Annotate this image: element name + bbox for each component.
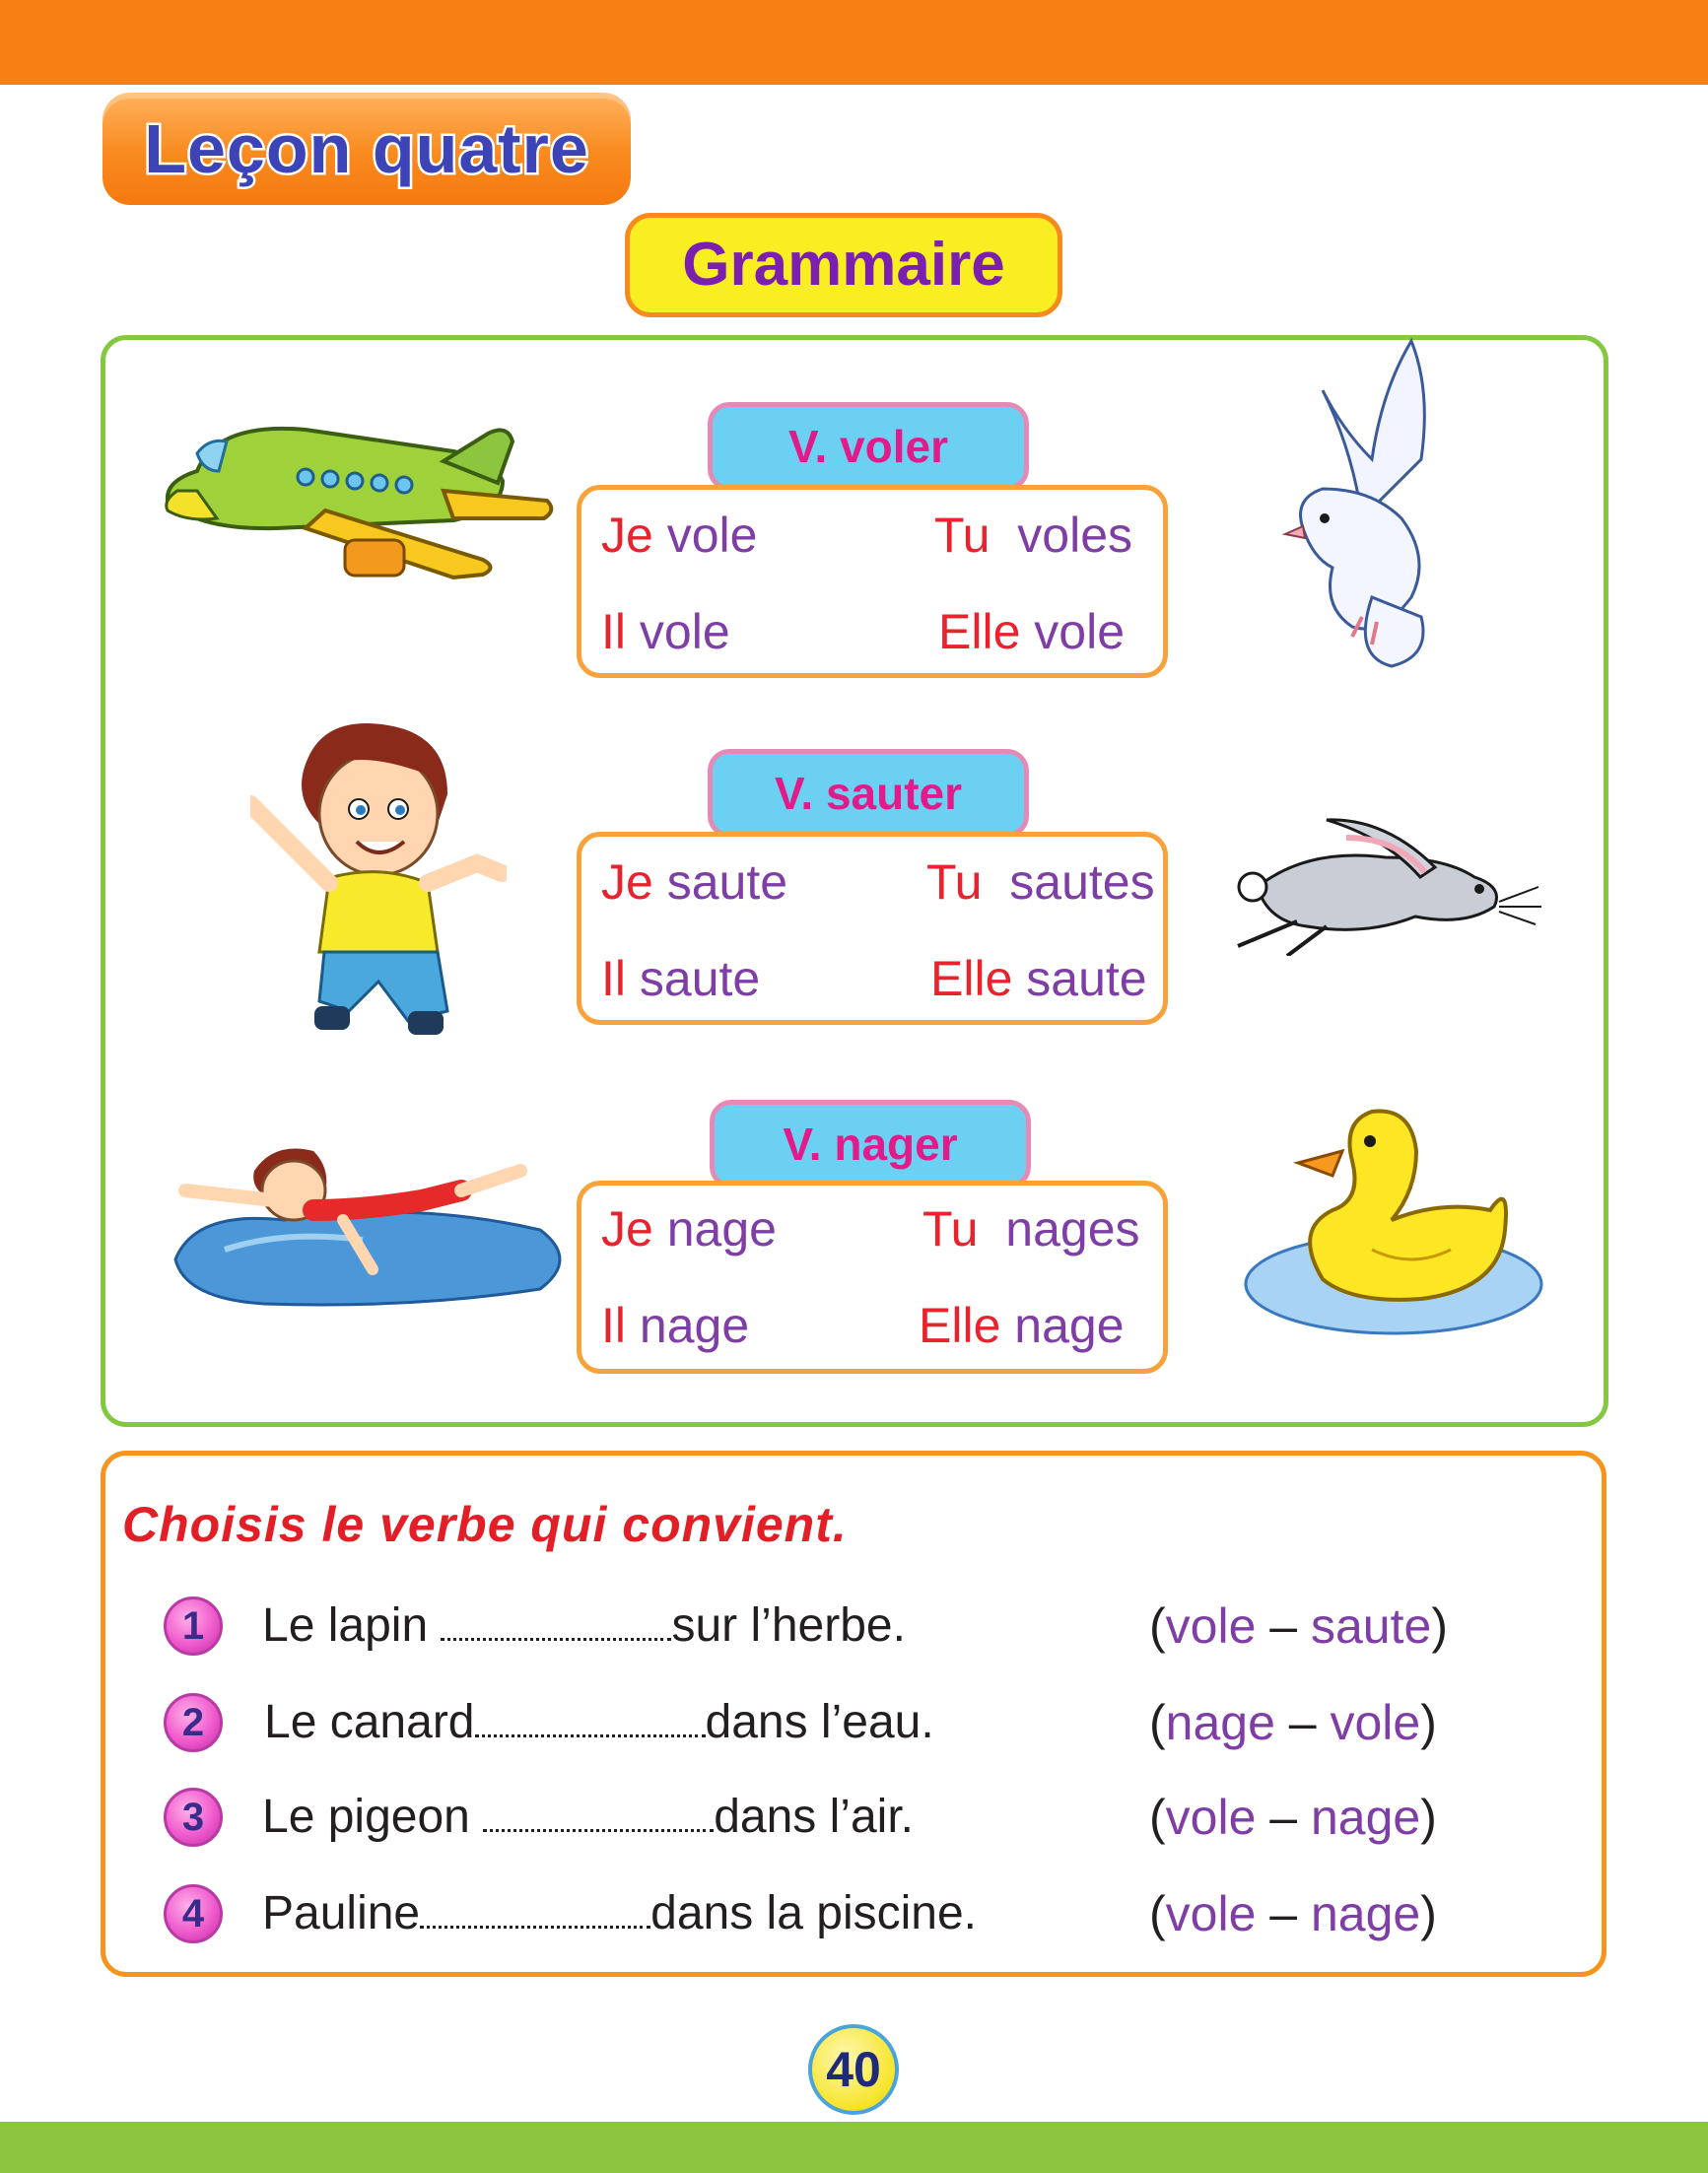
sentence-end: dans la piscine. bbox=[650, 1887, 977, 1939]
pronoun: Je bbox=[601, 854, 653, 910]
verb-form: saute bbox=[639, 951, 761, 1006]
pronoun: Elle bbox=[930, 951, 1013, 1006]
verb-tab-sauter: V. sauter bbox=[708, 749, 1029, 838]
verb-form: saute bbox=[666, 854, 788, 910]
conjugation-il bbox=[601, 949, 760, 1008]
verb-form: saute bbox=[1026, 951, 1147, 1006]
choice-separator: – bbox=[1256, 1886, 1311, 1941]
rabbit-illustration bbox=[1218, 808, 1543, 956]
conjugation-je bbox=[601, 1199, 777, 1258]
conjugation-box-sauter bbox=[577, 832, 1168, 1025]
verb-form: voles bbox=[1017, 508, 1133, 563]
verb-tab-nager: V. nager bbox=[710, 1100, 1031, 1188]
page-number: 40 bbox=[826, 2042, 881, 2097]
verb-form: nage bbox=[666, 1201, 777, 1256]
pronoun: Je bbox=[601, 1201, 653, 1256]
verb-choices: (vole – nage) bbox=[1149, 1886, 1437, 1941]
choice-option: vole bbox=[1165, 1598, 1257, 1654]
conjugation-je bbox=[601, 506, 757, 565]
jumping-boy-illustration bbox=[250, 715, 507, 1051]
pronoun: Tu bbox=[934, 508, 991, 563]
choice-separator: – bbox=[1256, 1598, 1311, 1654]
conjugation-il bbox=[601, 602, 730, 661]
section-title: Grammaire bbox=[682, 231, 1005, 299]
sentence-end: dans l’air. bbox=[714, 1791, 914, 1843]
verb-choices: (vole – nage) bbox=[1149, 1790, 1437, 1845]
top-bar bbox=[0, 0, 1708, 85]
verb-form: nages bbox=[1005, 1201, 1140, 1256]
verb-form: sautes bbox=[1009, 854, 1155, 910]
conjugation-tu bbox=[922, 1199, 1140, 1258]
item-number-badge: 1 bbox=[164, 1596, 223, 1656]
pronoun: Elle bbox=[919, 1298, 1001, 1353]
pronoun: Il bbox=[601, 951, 626, 1006]
verb-form: vole bbox=[639, 604, 730, 659]
answer-blank[interactable] bbox=[475, 1695, 706, 1737]
item-number-badge: 3 bbox=[164, 1788, 223, 1847]
pronoun: Tu bbox=[922, 1201, 979, 1256]
choice-separator: – bbox=[1274, 1695, 1331, 1750]
airplane-illustration bbox=[158, 412, 572, 589]
lesson-title: Leçon quatre bbox=[144, 110, 589, 187]
bottom-bar bbox=[0, 2122, 1708, 2173]
answer-blank[interactable] bbox=[420, 1886, 650, 1929]
choice-option: saute bbox=[1310, 1598, 1432, 1654]
exercise-instruction: Choisis le verbe qui convient. bbox=[122, 1497, 848, 1552]
pronoun: Je bbox=[601, 508, 653, 563]
sentence-end: dans l’eau. bbox=[705, 1696, 934, 1748]
choice-option: vole bbox=[1165, 1790, 1257, 1845]
conjugation-box-nager bbox=[577, 1181, 1168, 1374]
choice-separator: – bbox=[1256, 1790, 1311, 1845]
choice-option: nage bbox=[1310, 1886, 1421, 1941]
verb-form: vole bbox=[666, 508, 758, 563]
choice-option: nage bbox=[1165, 1695, 1275, 1750]
choice-option: vole bbox=[1165, 1886, 1257, 1941]
conjugation-elle bbox=[919, 1296, 1125, 1355]
conjugation-tu bbox=[926, 852, 1155, 912]
pronoun: Il bbox=[601, 604, 626, 659]
verb-form: nage bbox=[1014, 1298, 1125, 1353]
pronoun: Elle bbox=[938, 604, 1021, 659]
item-number-badge: 4 bbox=[164, 1884, 223, 1943]
sentence-start: Le pigeon bbox=[262, 1791, 484, 1843]
exercise-sentence bbox=[264, 1693, 934, 1752]
conjugation-je bbox=[601, 852, 787, 912]
verb-choices: (vole – saute) bbox=[1149, 1598, 1448, 1654]
verb-form: vole bbox=[1034, 604, 1126, 659]
exercise-sentence bbox=[262, 1788, 914, 1847]
verb-choices: (nage – vole) bbox=[1149, 1695, 1437, 1750]
answer-blank[interactable] bbox=[483, 1790, 714, 1832]
exercise-sentence bbox=[262, 1596, 906, 1656]
item-number-badge: 2 bbox=[164, 1693, 223, 1752]
pronoun: Tu bbox=[926, 854, 983, 910]
sentence-start: Le canard bbox=[264, 1696, 475, 1748]
conjugation-elle bbox=[938, 602, 1125, 661]
choice-option: nage bbox=[1310, 1790, 1421, 1845]
dove-illustration bbox=[1264, 331, 1480, 676]
choice-option: vole bbox=[1330, 1695, 1421, 1750]
answer-blank[interactable] bbox=[441, 1598, 671, 1641]
swimming-girl-illustration bbox=[166, 1141, 572, 1311]
exercise-sentence bbox=[262, 1884, 977, 1943]
conjugation-il bbox=[601, 1296, 749, 1355]
conjugation-tu bbox=[934, 506, 1132, 565]
conjugation-elle bbox=[930, 949, 1147, 1008]
sentence-start: Pauline bbox=[262, 1887, 421, 1939]
verb-form: nage bbox=[639, 1298, 750, 1353]
duck-illustration bbox=[1244, 1102, 1543, 1338]
verb-tab-voler: V. voler bbox=[708, 402, 1029, 491]
sentence-start: Le lapin bbox=[262, 1599, 442, 1652]
conjugation-box-voler bbox=[577, 485, 1168, 678]
sentence-end: sur l’herbe. bbox=[671, 1599, 906, 1652]
pronoun: Il bbox=[601, 1298, 626, 1353]
